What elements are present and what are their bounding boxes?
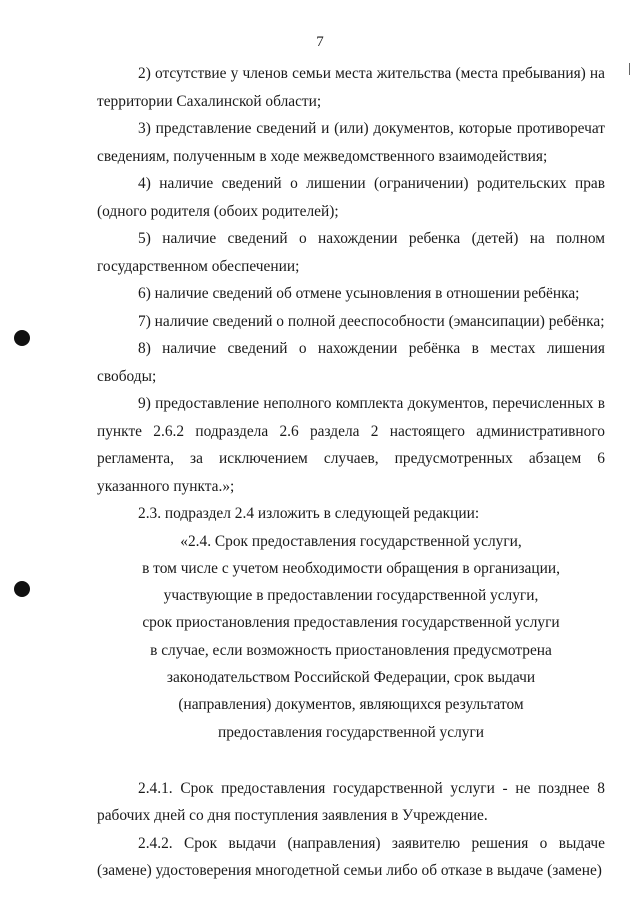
document-body — [97, 60, 605, 885]
page-number: 7 — [316, 34, 324, 50]
punch-hole — [14, 581, 30, 597]
paragraph-item-7: 7) наличие сведений о полной дееспособности (эмансипации) ребёнка; — [138, 312, 605, 330]
heading-line: участвующие в предоставлении государственной услуги, — [163, 587, 539, 605]
heading-line: в случае, если возможность приостановления предусмотрена — [150, 641, 552, 659]
paragraph-item-4: 4) наличие сведений о лишении (ограничении) родительских прав (одного родителя (обоих родителей); — [97, 175, 605, 220]
paragraph-2-4-2: 2.4.2. Срок выдачи (направления) заявителю решения о выдаче (замене) удостоверения многодетной семьи либо об отказе в выдаче (замене) — [97, 834, 605, 880]
heading-line: в том числе с учетом необходимости обращения в организации, — [142, 559, 560, 577]
paragraph-item-8: 8) наличие сведений о нахождении ребёнка в местах лишения свободы; — [97, 340, 605, 385]
paragraph-item-5: 5) наличие сведений о нахождении ребенка (детей) на полном государственном обеспечении; — [97, 230, 605, 275]
paragraph-item-3: 3) представление сведений и (или) документов, которые противоречат сведениям, полученным в ходе межведомственного взаимодействия; — [97, 120, 605, 165]
heading-line: срок приостановления предоставления государственной услуги — [142, 614, 560, 632]
paragraph-item-9: 9) предоставление неполного комплекта документов, перечисленных в пункте 2.6.2 подраздела 2.6 раздела 2 настоящего административного регламента, за исключением случаев, предусмотренных абзацем 6 указанного пункта.»; — [97, 395, 605, 495]
heading-line: «2.4. Срок предоставления государственной услуги, — [180, 532, 522, 550]
edge-mark — [629, 63, 630, 75]
section-heading — [97, 528, 605, 746]
heading-line: предоставления государственной услуги — [217, 723, 484, 741]
heading-line: (направления) документов, являющихся результатом — [178, 696, 524, 714]
heading-line: законодательством Российской Федерации, срок выдачи — [166, 668, 536, 686]
paragraph-item-6: 6) наличие сведений об отмене усыновления в отношении ребёнка; — [138, 285, 580, 302]
blank-line — [97, 746, 605, 775]
punch-hole — [14, 330, 30, 346]
paragraph-2-4-1: 2.4.1. Срок предоставления государственной услуги - не позднее 8 рабочих дней со дня поступления заявления в Учреждение. — [97, 779, 605, 825]
paragraph-item-2: 2) отсутствие у членов семьи места жительства (места пребывания) на территории Сахалинской области; — [97, 65, 605, 110]
amendment-instruction: 2.3. подраздел 2.4 изложить в следующей редакции: — [138, 505, 480, 522]
